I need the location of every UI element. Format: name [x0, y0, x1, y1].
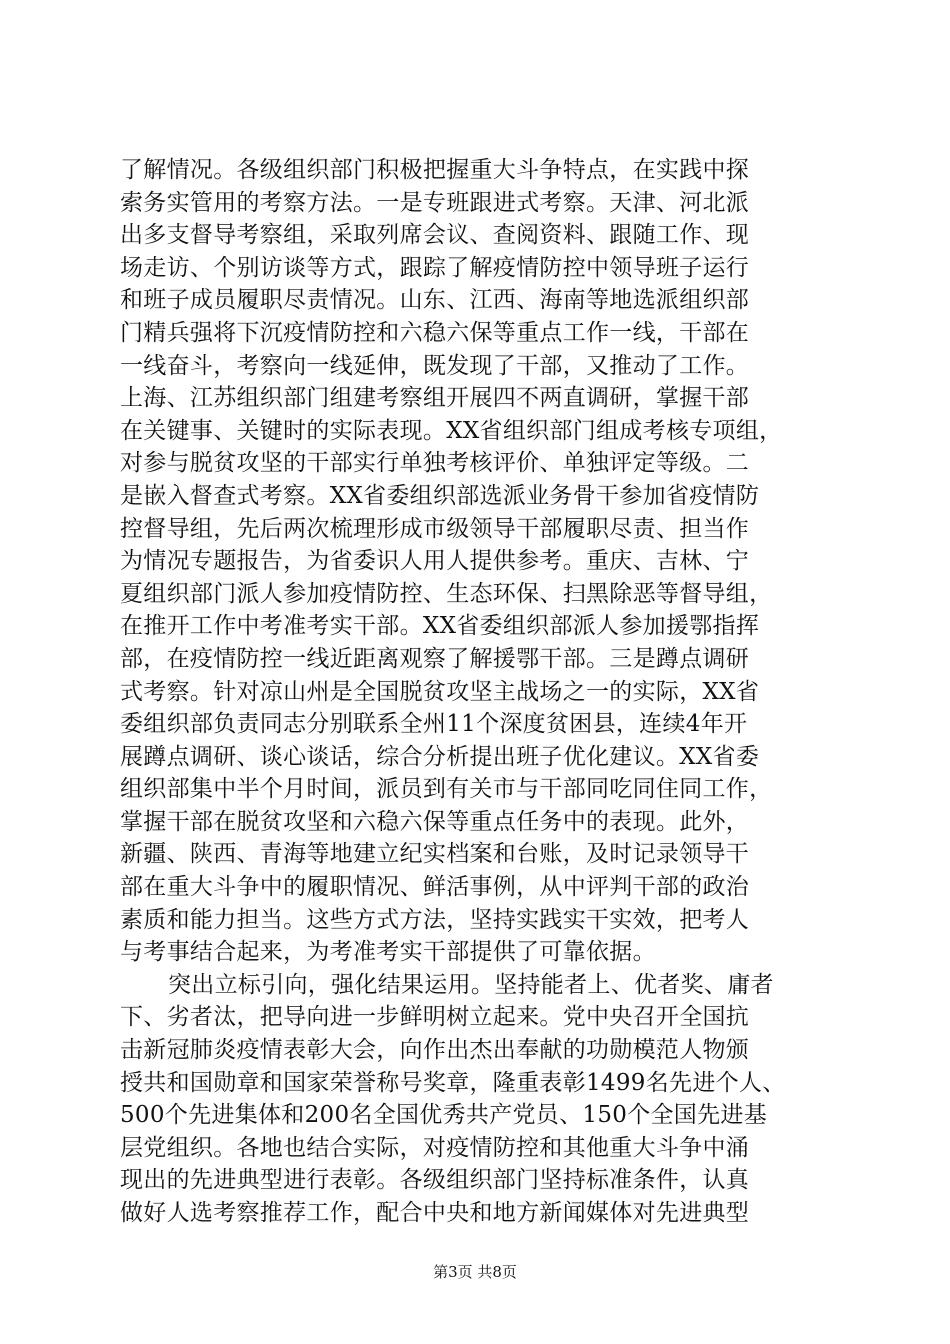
text-line: 击新冠肺炎疫情表彰大会，向作出杰出奉献的功勋模范人物颁: [120, 1037, 750, 1064]
text-line: 展蹲点调研、谈心谈话，综合分析提出班子优化建议。XX省委: [120, 743, 760, 770]
text-line: 对参与脱贫攻坚的干部实行单独考核评价、单独评定等级。二: [120, 450, 750, 477]
text-line: 授共和国勋章和国家荣誉称号奖章，隆重表彰1499名先进个人、: [120, 1069, 786, 1096]
text-line: 控督导组，先后两次梳理形成市级领导干部履职尽责、担当作: [120, 515, 750, 542]
text-line: 索务实管用的考察方法。一是专班跟进式考察。天津、河北派: [120, 189, 750, 216]
text-line: 在关键事、关键时的实际表现。XX省组织部门组成考核专项组，: [120, 417, 783, 444]
text-line: 部在重大斗争中的履职情况、鲜活事例，从中评判干部的政治: [120, 874, 750, 901]
text-line: 场走访、个别访谈等方式，跟踪了解疫情防控中领导班子运行: [120, 254, 750, 281]
text-line: 部，在疫情防控一线近距离观察了解援鄂干部。三是蹲点调研: [120, 645, 750, 672]
text-line: 在推开工作中考准考实干部。XX省委组织部派人参加援鄂指挥: [120, 613, 760, 640]
text-line: 做好人选考察推荐工作，配合中央和地方新闻媒体对先进典型: [120, 1200, 750, 1226]
text-line: 委组织部负责同志分别联系全州11个深度贫困县，连续4年开: [120, 711, 748, 738]
text-line: 夏组织部门派人参加疫情防控、生态环保、扫黑除恶等督导组，: [120, 580, 773, 607]
text-line: 现出的先进典型进行表彰。各级组织部门坚持标准条件，认真: [120, 1167, 750, 1194]
text-line: 素质和能力担当。这些方式方法，坚持实践实干实效，把考人: [120, 906, 750, 933]
text-line: 式考察。针对凉山州是全国脱贫攻坚主战场之一的实际，XX省: [120, 678, 760, 705]
text-line: 组织部集中半个月时间，派员到有关市与干部同吃同住同工作，: [120, 776, 773, 803]
text-line: 新疆、陕西、青海等地建立纪实档案和台账，及时记录领导干: [120, 841, 750, 868]
text-line: 下、劣者汰，把导向进一步鲜明树立起来。党中央召开全国抗: [120, 1004, 750, 1031]
text-line: 一线奋斗，考察向一线延伸，既发现了干部，又推动了工作。: [120, 352, 750, 379]
paragraph-start-line: 突出立标引向，强化结果运用。坚持能者上、优者奖、庸者: [168, 971, 774, 998]
text-line: 出多支督导考察组，采取列席会议、查阅资料、跟随工作、现: [120, 222, 750, 249]
text-line: 为情况专题报告，为省委识人用人提供参考。重庆、吉林、宁: [120, 548, 750, 575]
page-number-footer: 第3页 共8页: [433, 1263, 517, 1281]
text-line: 与考事结合起来，为考准考实干部提供了可靠依据。: [120, 939, 656, 966]
text-line: 500个先进集体和200名全国优秀共产党员、150个全国先进基: [120, 1102, 767, 1129]
text-line: 门精兵强将下沉疫情防控和六稳六保等重点工作一线，干部在: [120, 319, 750, 346]
text-line: 上海、江苏组织部门组建考察组开展四不两直调研，掌握干部: [120, 385, 750, 412]
text-line: 层党组织。各地也结合实际，对疫情防控和其他重大斗争中涌: [120, 1134, 750, 1161]
text-line: 掌握干部在脱贫攻坚和六稳六保等重点任务中的表现。此外，: [120, 808, 750, 835]
text-line: 和班子成员履职尽责情况。山东、江西、海南等地选派组织部: [120, 287, 750, 314]
text-line: 是嵌入督查式考察。XX省委组织部选派业务骨干参加省疫情防: [120, 482, 760, 509]
document-body: [120, 154, 832, 1230]
text-line: 了解情况。各级组织部门积极把握重大斗争特点，在实践中探: [120, 157, 750, 183]
